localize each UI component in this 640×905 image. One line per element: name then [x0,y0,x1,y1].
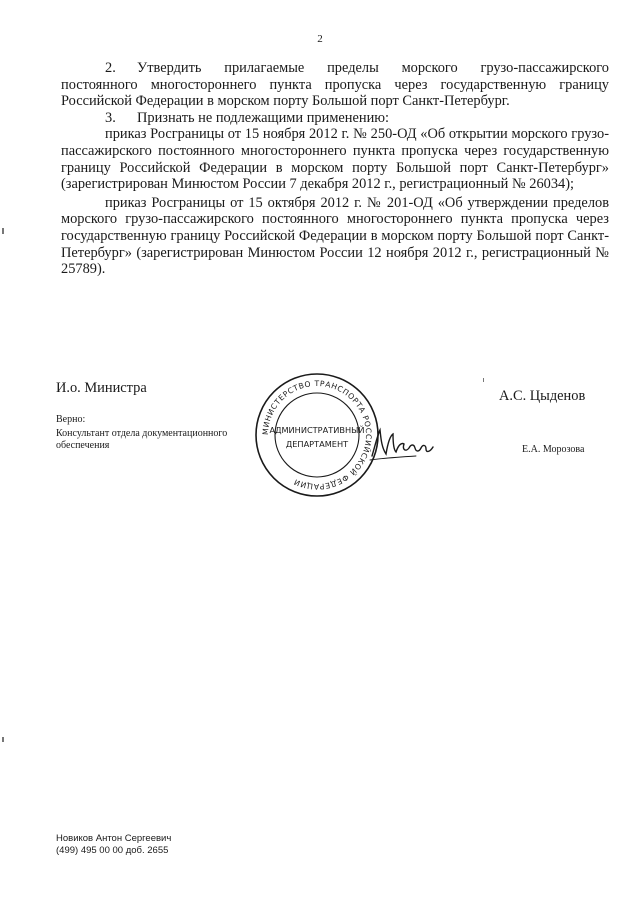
paragraph-3-text: Признать не подлежащими применению: [137,109,390,126]
signer-name: А.С. Цыденов [499,388,586,404]
paragraph-2 [61,60,609,110]
consultant-title: Консультант отдела документационного обеспечения [56,428,228,451]
paragraph-2-text: Утвердить прилагаемые пределы морского грузо-пассажирского постоянного многостороннего пункта пропуска через государственную границу Российской Федерации в морском порту Большой порт Санкт-Петербург. [61,60,609,110]
signer-position: И.о. Министра [56,380,147,396]
executor-phone: (499) 495 00 00 доб. 2655 [56,845,169,856]
certification-block [56,414,266,452]
stamp-ring-text: МИНИСТЕРСТВО ТРАНСПОРТА РОССИЙСКОЙ ФЕДЕРАЦИИ [260,378,374,492]
stamp-line-2: ДЕПАРТАМЕНТ [285,439,349,449]
paragraph-3-number: 3. [105,109,116,126]
page-number: 2 [317,33,323,45]
scan-mark [2,737,4,742]
certifier-name: Е.А. Морозова [522,444,585,455]
verno-label: Верно: [56,414,86,425]
stamp-line-1: АДМИНИСТРАТИВНЫЙ [269,425,365,435]
body-text [61,60,609,278]
official-stamp [254,372,380,498]
paragraph-2-number: 2. [105,60,116,76]
executor-name: Новиков Антон Сергеевич [56,833,172,844]
order-item-2: приказ Росграницы от 15 октября 2012 г. № 201-ОД «Об утверждении пределов морского грузо-пассажирского постоянного многостороннего пункта пропуска через государственную границу Российской Федерации в морском порту Большой порт Санкт-Петербург» (зарегистрирован Минюстом России 12 ноября 2012 г., регистрационный № 25789). [61,194,609,278]
paragraph-3 [61,110,609,127]
handwritten-signature [368,420,438,466]
scan-mark [2,228,4,234]
order-item-1: приказ Росграницы от 15 ноября 2012 г. № 250-ОД «Об открытии морского грузо-пассажирского постоянного многостороннего пункта пропуска через государственную границу Российской Федерации в морском порту Большой порт Санкт-Петербург» (зарегистрирован Минюстом России 7 декабря 2012 г., регистрационный № 26034); [61,126,609,193]
scan-mark [483,378,484,382]
executor-footer [56,833,171,857]
